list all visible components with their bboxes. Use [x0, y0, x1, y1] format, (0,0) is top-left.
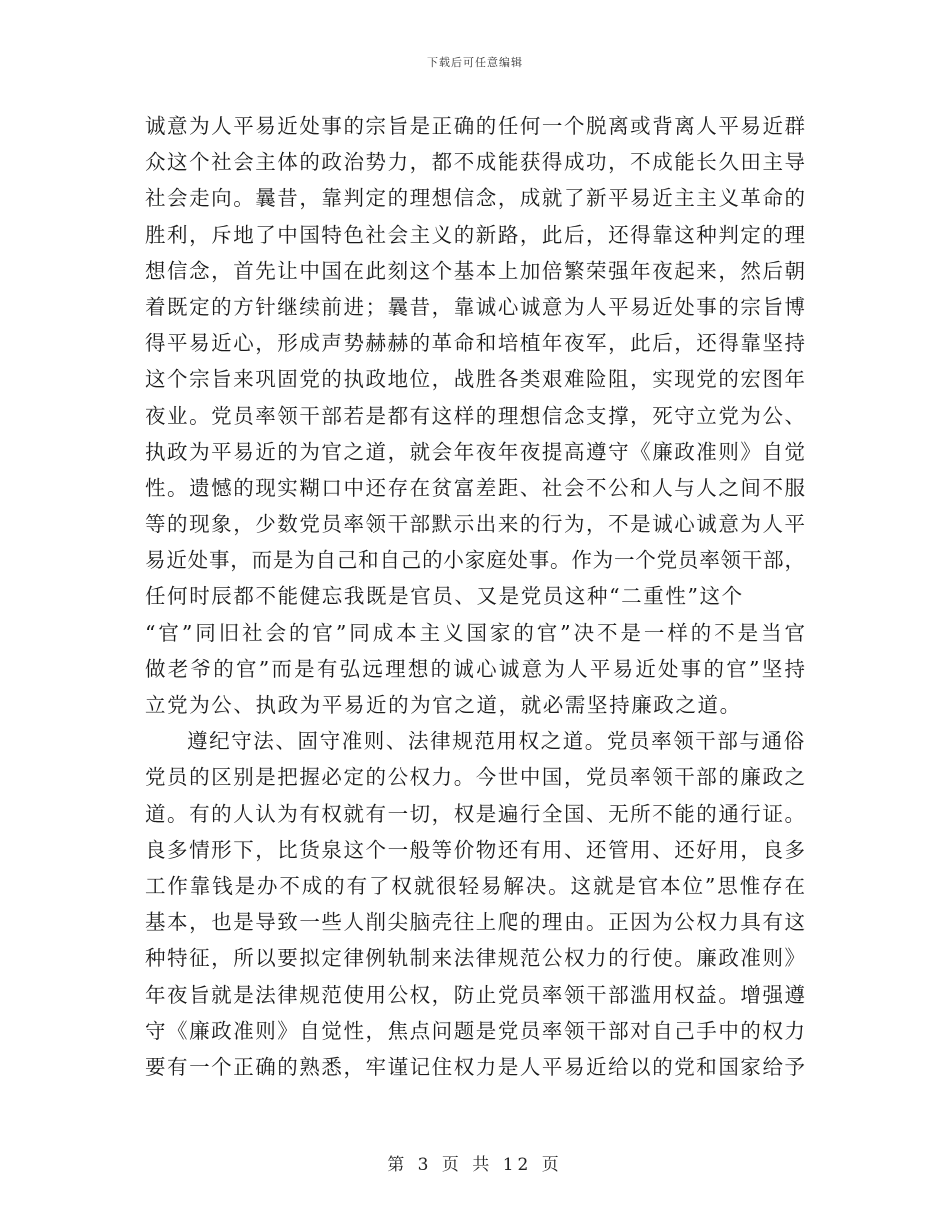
text-line: 种特征，所以要拟定律例轨制来法律规范公权力的行使。廉政准则》 — [145, 946, 805, 971]
text-line: 性。遗憾的现实糊口中还存在贫富差距、社会不公和人与人之间不服 — [145, 475, 805, 500]
text-line: 执政为平易近的为官之道，就会年夜年夜提高遵守《廉政准则》自觉 — [145, 439, 805, 464]
text-line: 这个宗旨来巩固党的执政地位，战胜各类艰难险阻，实现党的宏图年 — [145, 367, 805, 392]
text-line: “官”同旧社会的官”同成本主义国家的官”决不是一样的不是当官 — [145, 620, 805, 645]
text-line: 众这个社会主体的政治势力，都不成能获得成功，不成能长久田主导 — [145, 150, 805, 175]
paragraph-start-line: 遵纪守法、固守准则、法律规范用权之道。党员率领干部与通俗 — [187, 729, 806, 754]
text-line: 要有一个正确的熟悉，牢谨记住权力是人平易近给以的党和国家给予 — [145, 1054, 805, 1079]
text-line: 年夜旨就是法律规范使用公权，防止党员率领干部滥用权益。增强遵 — [145, 982, 805, 1007]
text-line: 道。有的人认为有权就有一切，权是遍行全国、无所不能的通行证。 — [145, 801, 805, 826]
page-header: 下载后可任意编辑 — [427, 56, 523, 69]
text-line: 胜利，斥地了中国特色社会主义的新路，此后，还得靠这种判定的理 — [145, 222, 805, 247]
text-line: 基本，也是导致一些人削尖脑壳往上爬的理由。正因为公权力具有这 — [145, 910, 805, 935]
text-line: 夜业。党员率领干部若是都有这样的理想信念支撑，死守立党为公、 — [145, 403, 805, 428]
text-line: 党员的区别是把握必定的公权力。今世中国，党员率领干部的廉政之 — [145, 765, 805, 790]
text-line: 社会走向。曩昔，靠判定的理想信念，成就了新平易近主主义革命的 — [145, 186, 805, 211]
text-line: 任何时辰都不能健忘我既是官员、又是党员这种“二重性”这个 — [145, 584, 744, 609]
document-body — [145, 108, 805, 1085]
text-line: 着既定的方针继续前进；曩昔，靠诚心诚意为人平易近处事的宗旨博 — [145, 294, 805, 319]
text-line: 工作靠钱是办不成的有了权就很轻易解决。这就是官本位”思惟存在 — [145, 873, 805, 898]
paragraph-end-line: 立党为公、执政为平易近的为官之道，就必需坚持廉政之道。 — [145, 693, 742, 717]
text-line: 守《廉政准则》自觉性，焦点问题是党员率领干部对自己手中的权力 — [145, 1018, 805, 1043]
text-line: 易近处事，而是为自己和自己的小家庭处事。作为一个党员率领干部， — [145, 548, 805, 573]
text-line: 想信念，首先让中国在此刻这个基本上加倍繁荣强年夜起来，然后朝 — [145, 258, 805, 283]
text-line: 诚意为人平易近处事的宗旨是正确的任何一个脱离或背离人平易近群 — [145, 114, 805, 138]
text-line: 做老爷的官”而是有弘远理想的诚心诚意为人平易近处事的官”坚持 — [145, 656, 805, 681]
text-line: 良多情形下，比货泉这个一般等价物还有用、还管用、还好用，良多 — [145, 837, 805, 862]
text-line: 等的现象，少数党员率领干部默示出来的行为，不是诚心诚意为人平 — [145, 512, 805, 537]
text-line: 得平易近心，形成声势赫赫的革命和培植年夜军，此后，还得靠坚持 — [145, 331, 805, 356]
page-number: 第 3 页 共 12 页 — [387, 1155, 563, 1175]
